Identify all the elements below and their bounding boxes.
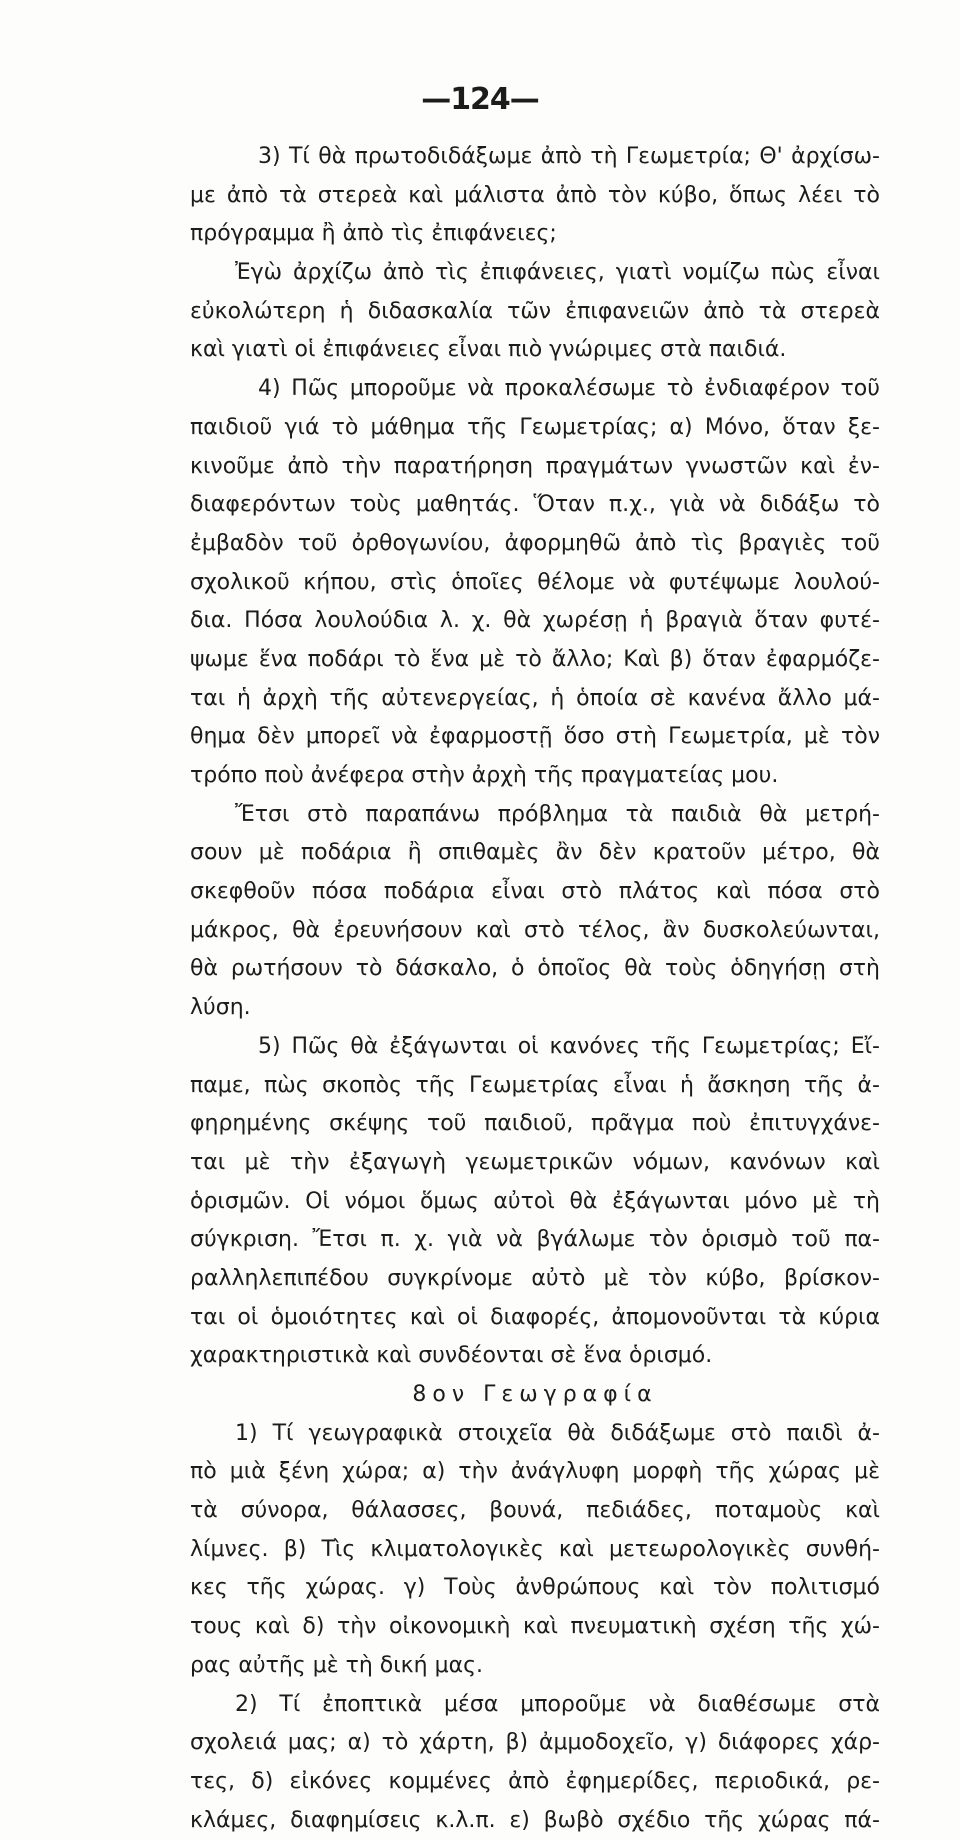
text-line: 2) Τί ἐποπτικὰ μέσα μποροῦμε νὰ διαθέσωμε στὰ [235,1691,880,1717]
text-line: Ἔτσι στὸ παραπάνω πρόβλημα τὰ παιδιὰ θὰ μετρή- [235,801,880,827]
text-line: καὶ γιατὶ οἱ ἐπιφάνειες εἶναι πιὸ γνώριμες στὰ παιδιά. [190,337,787,363]
text-line: τρόπο ποὺ ἀνέφερα στὴν ἀρχὴ τῆς πραγματείας μου. [190,763,779,788]
text-line: κες τῆς χώρας. γ) Τοὺς ἀνθρώπους καὶ τὸν πολιτισμό [190,1575,880,1601]
text-line: 3) Τί θὰ πρωτοδιδάξωμε ἀπὸ τὴ Γεωμετρία; Θ' ἀρχίσω- [258,144,880,169]
text-line: λίμνες. β) Τὶς κλιματολογικὲς καὶ μετεωρολογικὲς συνθή- [190,1536,880,1562]
text-line: σκεφθοῦν πόσα ποδάρια εἶναι στὸ πλάτος καὶ πόσα στὸ [190,879,880,905]
text-line: με ἀπὸ τὰ στερεὰ καὶ μάλιστα ἀπὸ τὸν κύβο, ὅπως λέει τὸ [190,182,880,208]
text-line: φηρημένης σκέψης τοῦ παιδιοῦ, πρᾶγμα ποὺ ἐπιτυγχάνε- [190,1111,880,1137]
text-line: τες, δ) εἰκόνες κομμένες ἀπὸ ἐφημερίδες, περιοδικά, ρε- [190,1768,880,1794]
text-line: 1) Τί γεωγραφικὰ στοιχεῖα θὰ διδάξωμε στὸ παιδὶ ἀ- [235,1420,880,1446]
text-line: μάκρος, θὰ ἐρευνήσουν καὶ στὸ τέλος, ἂν δυσκολεύωνται, [190,917,880,943]
text-line: τὰ σύνορα, θάλασσες, βουνά, πεδιάδες, ποταμοὺς καὶ [190,1498,880,1524]
text-line: τους καὶ δ) τὴν οἰκονομικὴ καὶ πνευματικὴ σχέση τῆς χώ- [190,1614,880,1640]
text-line: εὐκολώτερη ἡ διδασκαλία τῶν ἐπιφανειῶν ἀπὸ τὰ στερεὰ [190,298,880,324]
text-line: Ἐγὼ ἀρχίζω ἀπὸ τὶς ἐπιφάνειες, γιατὶ νομίζω πὼς εἶναι [235,260,880,286]
text-line: ται οἱ ὁμοιότητες καὶ οἱ διαφορές, ἀπομονοῦνται τὰ κύρια [190,1304,880,1330]
text-line: ὁρισμῶν. Οἱ νόμοι ὅμως αὐτοὶ θὰ ἐξάγωνται μόνο μὲ τὴ [190,1188,880,1214]
text-line: ἐμβαδὸν τοῦ ὀρθογωνίου, ἀφορμηθῶ ἀπὸ τὶς βραγιὲς τοῦ [190,530,880,556]
text-line: 5) Πῶς θὰ ἐξάγωνται οἱ κανόνες τῆς Γεωμετρίας; Εἴ- [258,1033,880,1059]
text-line: λύση. [190,995,251,1021]
text-line: διαφερόντων τοὺς μαθητάς. Ὅταν π.χ., γιὰ νὰ διδάξω τὸ [190,492,880,518]
text-line: δια. Πόσα λουλούδια λ. χ. θὰ χωρέσῃ ἡ βραγιὰ ὅταν φυτέ- [190,608,880,634]
text-line: παμε, πὼς σκοπὸς τῆς Γεωμετρίας εἶναι ἡ ἄσκηση τῆς ἀ- [190,1072,880,1098]
text-line: κλάμες, διαφημίσεις κ.λ.π. ε) βωβὸ σχέδιο τῆς χώρας πά- [190,1807,880,1833]
text-line: σουν μὲ ποδάρια ἢ σπιθαμὲς ἂν δὲν κρατοῦν μέτρο, θὰ [190,840,880,866]
page-number: —124— [421,82,539,117]
text-line: σχολικοῦ κήπου, στὶς ὁποῖες θέλομε νὰ φυτέψωμε λουλού- [190,569,880,595]
text-line: ρας αὐτῆς μὲ τὴ δική μας. [190,1652,483,1678]
text-line: θὰ ρωτήσουν τὸ δάσκαλο, ὁ ὁποῖος θὰ τοὺς ὁδηγήσῃ στὴ [190,956,880,982]
text-line: κινοῦμε ἀπὸ τὴν παρατήρηση πραγμάτων γνωστῶν καὶ ἐν- [190,453,880,479]
text-line: 4) Πῶς μποροῦμε νὰ προκαλέσωμε τὸ ἐνδιαφέρον τοῦ [258,376,880,402]
text-line: ται μὲ τὴν ἐξαγωγὴ γεωμετρικῶν νόμων, κανόνων καὶ [190,1149,880,1175]
text-line: σχολειά μας; α) τὸ χάρτη, β) ἀμμοδοχεῖο, γ) διάφορες χάρ- [190,1730,880,1756]
text-line: ται ἡ ἀρχὴ τῆς αὐτενεργείας, ἡ ὁποία σὲ κανένα ἄλλο μά- [190,685,880,711]
text-line: πρόγραμμα ἢ ἀπὸ τὶς ἐπιφάνειες; [190,221,557,247]
text-line: σύγκριση. Ἔτσι π. χ. γιὰ νὰ βγάλωμε τὸν ὁρισμὸ τοῦ πα- [190,1227,880,1253]
text-line: θημα δὲν μπορεῖ νὰ ἐφαρμοστῇ ὅσο στὴ Γεωμετρία, μὲ τὸν [190,724,880,750]
text-line: πὸ μιὰ ξένη χώρα; α) τὴν ἀνάγλυφη μορφὴ τῆς χώρας μὲ [190,1459,880,1485]
page-body-text [190,138,880,1840]
text-line: ραλληλεπιπέδου συγκρίνομε αὐτὸ μὲ τὸν κύβο, βρίσκον- [190,1265,880,1291]
section-heading: 8ον Γεωγραφία [412,1382,658,1407]
text-line: χαρακτηριστικὰ καὶ συνδέονται σὲ ἕνα ὁρισμό. [190,1343,713,1369]
text-line: ψωμε ἕνα ποδάρι τὸ ἕνα μὲ τὸ ἄλλο; Καὶ β) ὅταν ἐφαρμόζε- [190,646,880,672]
text-line: παιδιοῦ γιά τὸ μάθημα τῆς Γεωμετρίας; α) Μόνο, ὅταν ξε- [190,414,880,440]
